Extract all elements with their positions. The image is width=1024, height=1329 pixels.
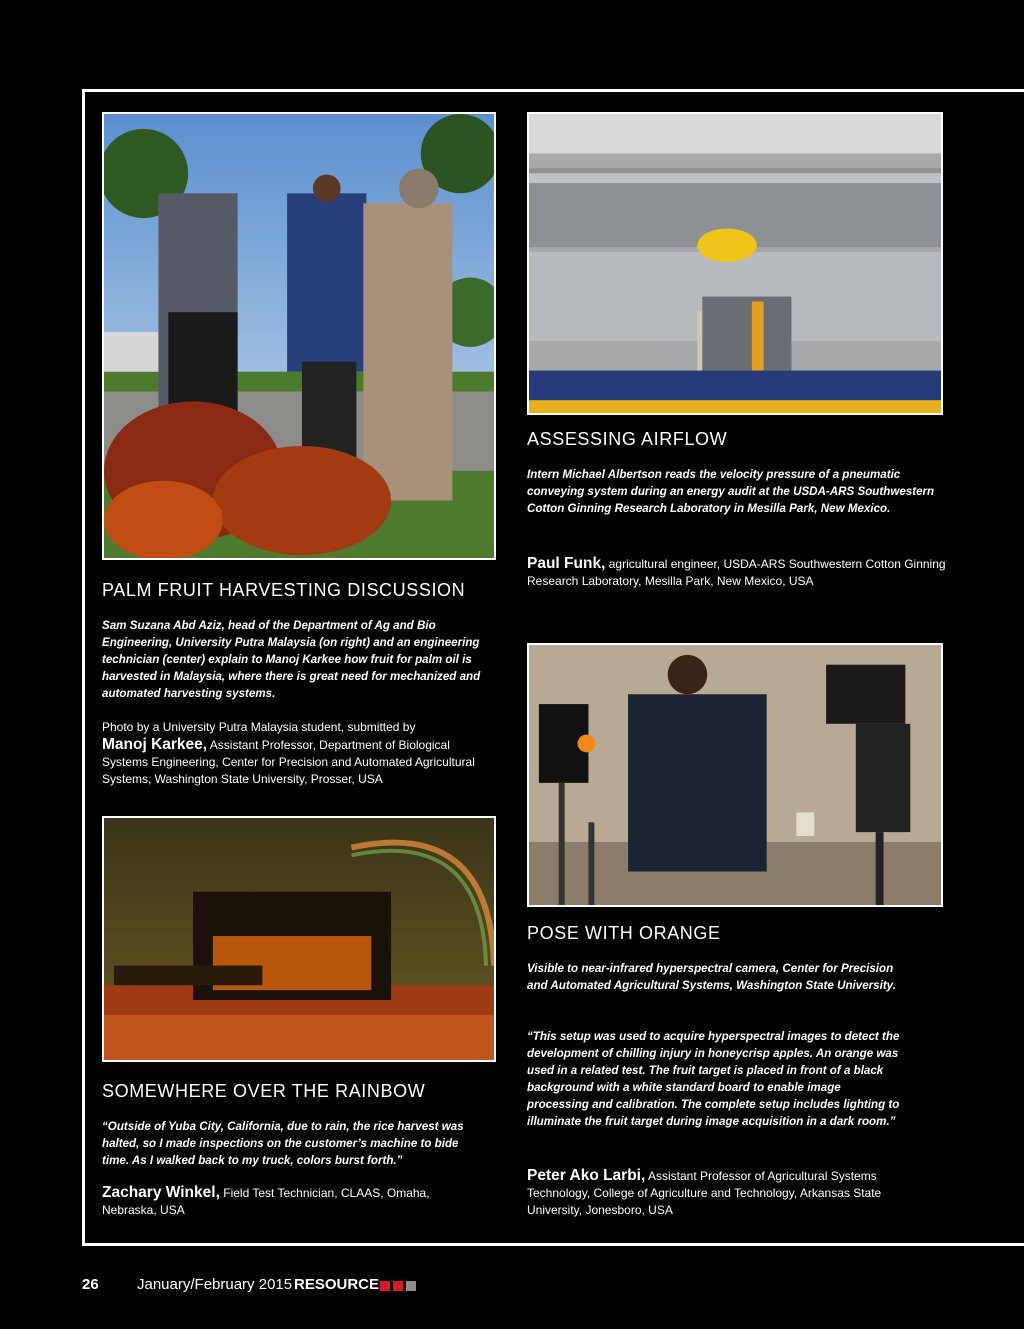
palm-credit-text: Assistant Professor, Department of Biological Systems Engineering, Center for Precision and Automated Agricultural Systems, Washington State University, Prosser, USA: [102, 738, 475, 786]
airflow-caption: Intern Michael Albertson reads the velocity pressure of a pneumatic conveying system during an energy audit at the USDA-ARS Southwestern Cotton Ginning Research Laboratory in Mesilla Park, New Mexico.: [527, 468, 935, 515]
palm-credit: [102, 719, 497, 788]
footer-square-1: [380, 1281, 390, 1291]
airflow-credit-name: Paul Funk,: [527, 555, 606, 572]
magazine-name: RESOURCE: [294, 1276, 380, 1293]
orange-quote: “This setup was used to acquire hyperspectral images to detect the development of chilling injury in honeycrisp apples. An orange was used in a related test. The fruit target is placed in front of a black background with a white standard board to enable image processing and calibration. The complete setup includes lighting to illuminate the fruit target during image acquisition in a dark room.”: [527, 1030, 900, 1128]
orange-camera-photo: [527, 643, 943, 907]
rainbow-credit-text: Field Test Technician, CLAAS, Omaha, Nebraska, USA: [102, 1186, 430, 1217]
rainbow-heading: SOMEWHERE OVER THE RAINBOW: [102, 1081, 426, 1101]
orange-credit-name: Peter Ako Larbi,: [527, 1167, 646, 1184]
orange-heading: POSE WITH ORANGE: [527, 923, 721, 943]
airflow-photo: [527, 112, 943, 415]
palm-heading: PALM FRUIT HARVESTING DISCUSSION: [102, 580, 466, 600]
issue-date: January/February 2015: [137, 1276, 293, 1293]
airflow-credit-text: agricultural engineer, USDA-ARS Southwestern Cotton Ginning Research Laboratory, Mesilla Park, New Mexico, USA: [527, 557, 946, 588]
orange-credit: [527, 1167, 897, 1219]
airflow-heading: ASSESSING AIRFLOW: [527, 429, 728, 449]
page-number: 26: [82, 1276, 99, 1293]
orange-caption: Visible to near-infrared hyperspectral camera, Center for Precision and Automated Agricultural Systems, Washington State University.: [527, 962, 896, 992]
rainbow-credit: [102, 1184, 482, 1219]
airflow-credit: [527, 555, 947, 590]
footer-square-3: [406, 1281, 416, 1291]
rainbow-credit-name: Zachary Winkel,: [102, 1184, 220, 1201]
palm-harvest-photo: [102, 112, 496, 560]
rainbow-caption: “Outside of Yuba City, California, due to rain, the rice harvest was halted, so I made inspections on the customer’s machine to bide time. As I walked back to my truck, colors burst forth.”: [102, 1120, 464, 1167]
palm-credit-intro: Photo by a University Putra Malaysia student, submitted by: [102, 720, 416, 734]
palm-caption: Sam Suzana Abd Aziz, head of the Department of Ag and Bio Engineering, University Putra Malaysia (on right) and an engineering technician (center) explain to Manoj Karkee how fruit for palm oil is harvested in Malaysia, where there is great need for mechanized and automated harvesting systems.: [102, 619, 481, 700]
orange-credit-text: Assistant Professor of Agricultural Systems Technology, College of Agriculture and Technology, Arkansas State University, Jonesboro, USA: [527, 1169, 882, 1217]
palm-credit-name: Manoj Karkee,: [102, 736, 208, 753]
rainbow-combine-photo: [102, 816, 496, 1062]
footer-square-2: [393, 1281, 403, 1291]
